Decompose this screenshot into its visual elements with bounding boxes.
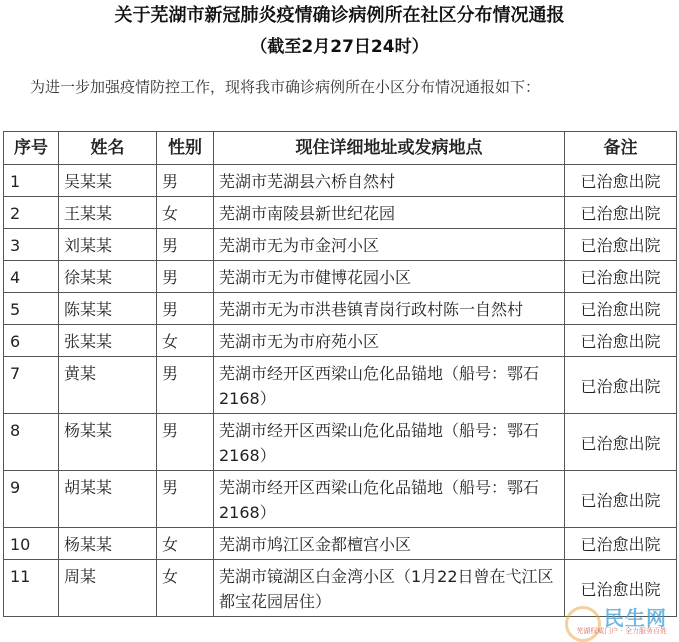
cell-address: 芜湖市经开区西梁山危化品锚地（船号：鄂石2168） bbox=[214, 357, 565, 414]
cell-sex: 男 bbox=[157, 165, 214, 197]
intro-text: 为进一步加强疫情防控工作，现将我市确诊病例所在小区分布情况通报如下： bbox=[30, 78, 541, 96]
cell-name: 刘某某 bbox=[59, 229, 157, 261]
cell-no: 6 bbox=[4, 325, 59, 357]
cell-sex: 女 bbox=[157, 325, 214, 357]
cell-address: 芜湖市经开区西梁山危化品锚地（船号：鄂石2168） bbox=[214, 471, 565, 528]
cell-name: 张某某 bbox=[59, 325, 157, 357]
cell-note: 已治愈出院 bbox=[565, 471, 677, 528]
cell-note: 已治愈出院 bbox=[565, 528, 677, 560]
cell-sex: 男 bbox=[157, 229, 214, 261]
cell-name: 徐某某 bbox=[59, 261, 157, 293]
cell-sex: 男 bbox=[157, 261, 214, 293]
cell-name: 黄某 bbox=[59, 357, 157, 414]
cell-no: 2 bbox=[4, 197, 59, 229]
cell-address: 芜湖市芜湖县六桥自然村 bbox=[214, 165, 565, 197]
table-row bbox=[4, 357, 677, 414]
cell-note: 已治愈出院 bbox=[565, 560, 677, 617]
header-no: 序号 bbox=[4, 132, 59, 165]
cell-note: 已治愈出院 bbox=[565, 229, 677, 261]
cell-sex: 男 bbox=[157, 414, 214, 471]
cell-address: 芜湖市无为市健博花园小区 bbox=[214, 261, 565, 293]
table-row bbox=[4, 197, 677, 229]
cell-name: 胡某某 bbox=[59, 471, 157, 528]
cell-note: 已治愈出院 bbox=[565, 414, 677, 471]
cell-sex: 男 bbox=[157, 293, 214, 325]
cell-no: 5 bbox=[4, 293, 59, 325]
header-address: 现住详细地址或发病地点 bbox=[214, 132, 565, 165]
cell-no: 3 bbox=[4, 229, 59, 261]
cell-note: 已治愈出院 bbox=[565, 197, 677, 229]
table-row bbox=[4, 560, 677, 617]
cell-address: 芜湖市无为市府苑小区 bbox=[214, 325, 565, 357]
cell-no: 4 bbox=[4, 261, 59, 293]
cell-note: 已治愈出院 bbox=[565, 165, 677, 197]
cell-address: 芜湖市镜湖区白金湾小区（1月22日曾在弋江区都宝花园居住） bbox=[214, 560, 565, 617]
table-row bbox=[4, 325, 677, 357]
cell-name: 王某某 bbox=[59, 197, 157, 229]
cell-no: 1 bbox=[4, 165, 59, 197]
table-row bbox=[4, 414, 677, 471]
cell-address: 芜湖市无为市洪巷镇青岗行政村陈一自然村 bbox=[214, 293, 565, 325]
cell-no: 8 bbox=[4, 414, 59, 471]
header-note: 备注 bbox=[565, 132, 677, 165]
page-title: 关于芜湖市新冠肺炎疫情确诊病例所在社区分布情况通报 bbox=[114, 5, 565, 26]
page-subtitle: （截至2月27日24时） bbox=[250, 37, 429, 57]
cell-note: 已治愈出院 bbox=[565, 357, 677, 414]
cell-address: 芜湖市南陵县新世纪花园 bbox=[214, 197, 565, 229]
table-row bbox=[4, 471, 677, 528]
table-row bbox=[4, 528, 677, 560]
cell-sex: 女 bbox=[157, 197, 214, 229]
cell-sex: 女 bbox=[157, 560, 214, 617]
cell-no: 11 bbox=[4, 560, 59, 617]
cell-note: 已治愈出院 bbox=[565, 293, 677, 325]
cell-sex: 男 bbox=[157, 471, 214, 528]
cases-table bbox=[3, 131, 677, 617]
cell-sex: 男 bbox=[157, 357, 214, 414]
table-header-row bbox=[4, 132, 677, 165]
cell-name: 陈某某 bbox=[59, 293, 157, 325]
table-row bbox=[4, 261, 677, 293]
header-name: 姓名 bbox=[59, 132, 157, 165]
cell-address: 芜湖市无为市金河小区 bbox=[214, 229, 565, 261]
table-row bbox=[4, 229, 677, 261]
cell-note: 已治愈出院 bbox=[565, 325, 677, 357]
cell-name: 吴某某 bbox=[59, 165, 157, 197]
table-row bbox=[4, 293, 677, 325]
cell-note: 已治愈出院 bbox=[565, 261, 677, 293]
cell-name: 杨某某 bbox=[59, 414, 157, 471]
table-row bbox=[4, 165, 677, 197]
cell-address: 芜湖市经开区西梁山危化品锚地（船号：鄂石2168） bbox=[214, 414, 565, 471]
cell-sex: 女 bbox=[157, 528, 214, 560]
watermark-title: 民生网 bbox=[604, 606, 667, 630]
header-sex: 性别 bbox=[157, 132, 214, 165]
cell-no: 10 bbox=[4, 528, 59, 560]
watermark-slogan: 芜湖权威门户 · 全力服务百姓 bbox=[576, 627, 667, 635]
cell-no: 7 bbox=[4, 357, 59, 414]
cell-no: 9 bbox=[4, 471, 59, 528]
cell-name: 周某 bbox=[59, 560, 157, 617]
cell-address: 芜湖市鸠江区金都檀宫小区 bbox=[214, 528, 565, 560]
cell-name: 杨某某 bbox=[59, 528, 157, 560]
